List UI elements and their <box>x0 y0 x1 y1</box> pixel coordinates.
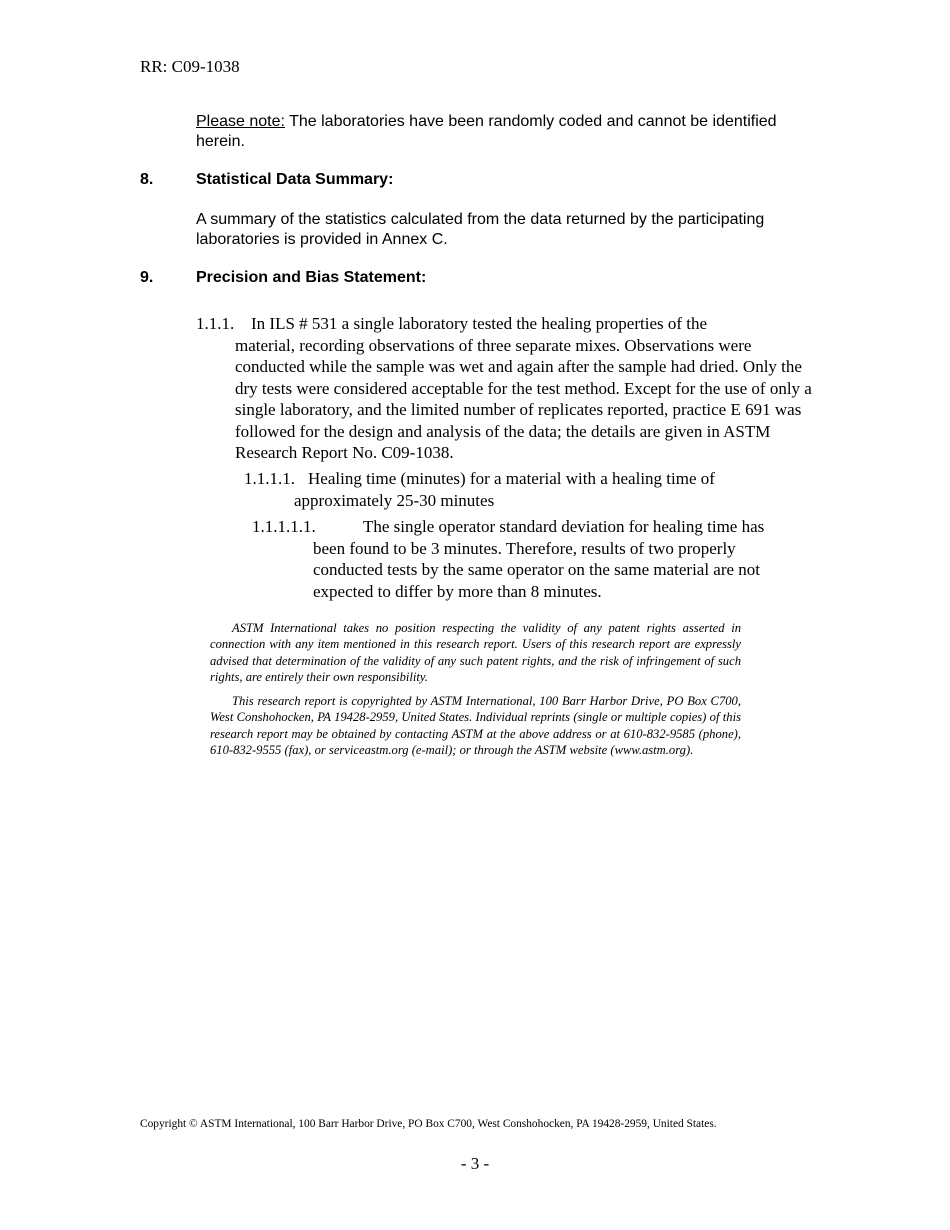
clause-1-1-1-text: material, recording observations of three separate mixes. Observations were conducted while the sample was wet and again after the sample had dried. Only the dry tests were considered acceptable for the test method. Except for the use of only a single laboratory, and the limited number of replicates reported, practice E 691 was followed for the design and analysis of the data; the details are given in ASTM Research Report No. C09-1038. <box>235 335 812 462</box>
note-text: The laboratories have been randomly coded and cannot be identified herein. <box>196 113 777 150</box>
page-number: - 3 - <box>460 1154 490 1173</box>
section-9-title: Precision and Bias Statement: <box>196 269 427 286</box>
note-label: Please note: <box>196 113 285 130</box>
clause-1-1-1-1-1-number: 1.1.1.1.1. <box>252 517 316 536</box>
section-8-number: 8. <box>140 171 154 188</box>
copyright-disclaimer: This research report is copyrighted by ASTM International, 100 Barr Harbor Drive, PO Box C700, West Conshohocken, PA 19428-2959, United States. Individual reprints (single or multiple copies) of this research report may be obtained by contacting ASTM at the above address or at 610-832-9585 (phone), 610-832-9555 (fax), or serviceastm.org (e-mail); or through the ASTM website (www.astm.org). <box>210 694 741 758</box>
report-id-header: RR: C09-1038 <box>140 57 240 76</box>
clause-1-1-1-1-1-text: been found to be 3 minutes. Therefore, results of two properly conducted tests by the same operator on the same material are not expected to differ by more than 8 minutes. <box>313 538 761 601</box>
clause-1-1-1-1-1-first-line: The single operator standard deviation for healing time has <box>363 517 765 536</box>
clause-1-1-1-1-text: approximately 25-30 minutes <box>294 490 495 510</box>
clause-1-1-1-first-line: In ILS # 531 a single laboratory tested the healing properties of the <box>251 314 708 333</box>
patent-disclaimer: ASTM International takes no position respecting the validity of any patent rights asserted in connection with any item mentioned in this research report. Users of this research report are expressly advised that determination of the validity of any such patent rights, and the risk of infringement of such rights, are entirely their own responsibility. <box>210 621 741 685</box>
clause-1-1-1-1-number: 1.1.1.1. <box>244 469 295 488</box>
clause-1-1-1-1-first-line: Healing time (minutes) for a material with a healing time of <box>308 469 715 488</box>
footer-copyright: Copyright © ASTM International, 100 Barr Harbor Drive, PO Box C700, West Conshohocken, PA 19428-2959, United States. <box>140 1118 717 1130</box>
lab-coding-note <box>196 112 786 152</box>
section-8-title: Statistical Data Summary: <box>196 171 394 188</box>
section-8-text: A summary of the statistics calculated from the data returned by the participating laboratories is provided in Annex C. <box>196 211 765 248</box>
clause-1-1-1-number: 1.1.1. <box>196 314 235 333</box>
section-9-number: 9. <box>140 269 154 286</box>
